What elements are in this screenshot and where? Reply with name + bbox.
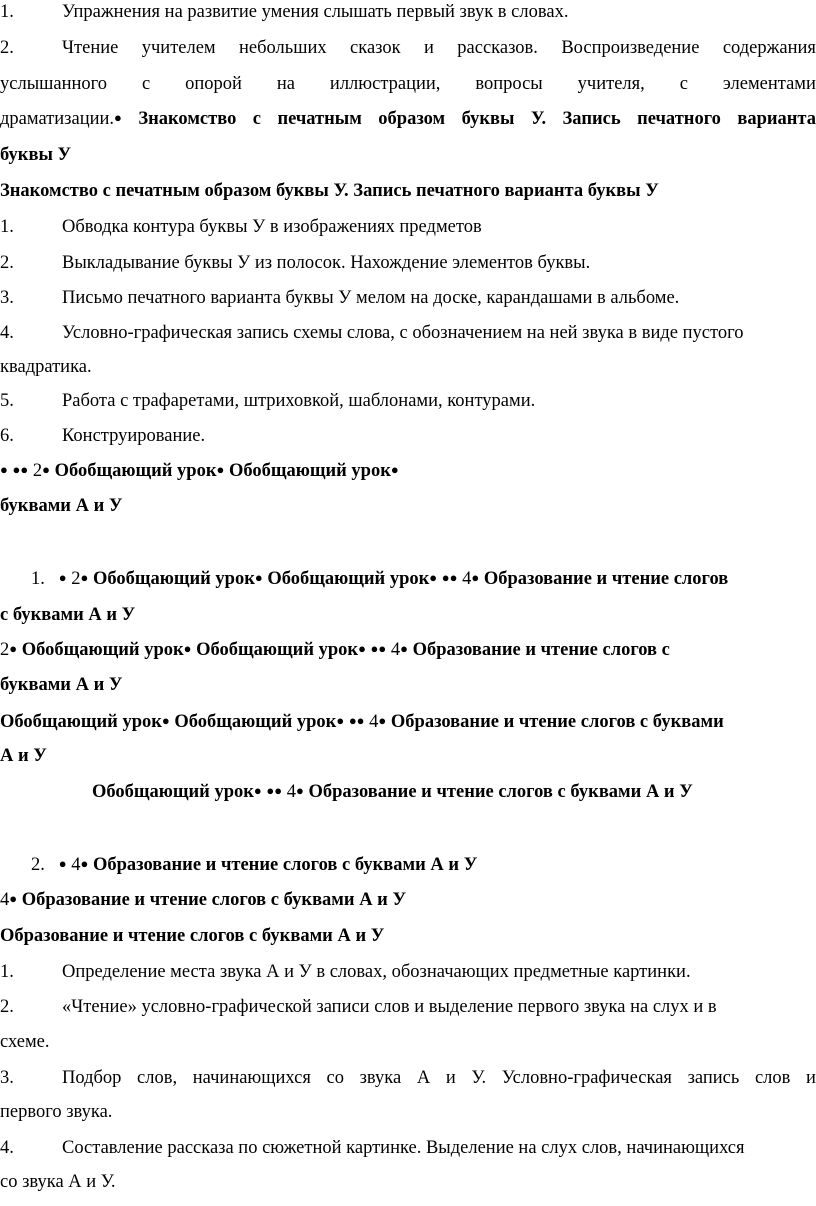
bullet-icon: ● (378, 713, 387, 728)
bullet-icon: ●● (441, 570, 458, 585)
bullet-icon: ● (58, 570, 67, 585)
bullet-icon: ● (429, 570, 438, 585)
bullet-icon: ● (9, 641, 18, 656)
text-line: первого звука. (0, 1102, 113, 1122)
bullet-icon: ● (0, 462, 8, 477)
text-line: квадратика. (0, 357, 92, 377)
bullet-icon: ● (183, 641, 192, 656)
text-line: А и У (0, 746, 47, 766)
bullet-icon: ●● (370, 641, 387, 656)
bullet-icon: ●● (348, 713, 365, 728)
text-line: буквами А и У (0, 496, 123, 516)
text-line: с буквами А и У (0, 605, 136, 625)
text-line: 4● Образование и чтение слогов с буквами А и У (0, 890, 407, 910)
section-heading: Образование и чтение слогов с буквами А и У (0, 926, 385, 946)
bullet-icon: ● (9, 891, 18, 906)
justified-text: Подбор слов, начинающихся со звука А и У. Условно-графическая запись слов и (62, 1068, 816, 1088)
bullet-icon: ● (471, 570, 480, 585)
bullet-icon: ● (42, 462, 50, 477)
bullet-icon: ● (400, 641, 408, 656)
text-line: 2● Обобщающий урок● Обобщающий урок● ●● 4● Образование и чтение слогов с (0, 640, 670, 660)
text-line: Обобщающий урок● Обобщающий урок● ●● 4● Образование и чтение слогов с буквами (0, 712, 724, 732)
text-line: драматизации.● Знакомство с печатным образом буквы У. Запись печатного варианта (0, 109, 816, 129)
bullet-icon: ● (254, 570, 263, 585)
bullet-icon: ● (114, 110, 122, 125)
bullet-icon: ● (216, 462, 225, 477)
document-page: 1. Упражнения на развитие умения слышать первый звук в словах. 2. Чтение учителем небольших сказок и рассказов. Воспроизведение содержания услышанного с опорой на иллюстрации, вопросы учителя, с элементами драматизации.● Знакомство с печатным образом буквы У. Запись печатного варианта буквы У Знакомство с печатным образом буквы У. Запись печатного варианта буквы У 1. Обводка контура буквы У в изображениях предметов 2. Выкладывание буквы У из полосок. Нахождение элементов буквы. 3. Письмо печатного варианта буквы У мелом на доске, карандашами в альбоме. 4. Условно-графическая запись схемы слова, с обозначением на ней звука в виде пустого квадратика. 5. Работа с трафаретами, штриховкой, шаблонами, контурами. 6. Конструирование. ● ●● 2● Обобщающий урок● Обобщающий урок● буквами А и У 1. ● 2● Обобщающий урок● Обобщающий урок● ●● 4● Образование и чтение слогов с буквами А и У 2● Обобщающий урок● Обобщающий урок● ●● 4● Образование и чтение слогов с буквами А и У Обобщающий урок● Обобщающий урок● ●● 4● Образование и чтение слогов с буквами А и У Обобщающий урок● ●● 4● Образование и чтение слогов с буквами А и У 2. ● 4● Образование и чтение слогов с буквами А и У 4● Образование и чтение слогов с буквами А и У Образование и чтение слогов с буквами А и У 1. Определение места звука А и У в словах, обозначающих предметные картинки. 2. «Чтение» условно-графической записи слов и выделение первого звука на слух и в схеме. 3. Подбор слов, начинающихся со звука А и У. Условно-графическая запись слов и первого звука. 4. Составление рассказа по сюжетной картинке. Выделение на слух слов, начинающихся со звука А и У. (0, 2, 816, 1192)
bullet-icon: ● (80, 570, 89, 585)
text-line: со звука А и У. (0, 1172, 116, 1192)
text-line: услышанного с опорой на иллюстрации, вопросы учителя, с элементами (0, 74, 816, 94)
bullet-icon: ● (161, 713, 170, 728)
bullet-icon: ● (390, 462, 399, 477)
justified-text: Чтение учителем небольших сказок и рассказов. Воспроизведение содержания (62, 38, 816, 58)
section-heading: Знакомство с печатным образом буквы У. Запись печатного варианта буквы У (0, 181, 659, 201)
text-line: схеме. (0, 1032, 50, 1052)
bullet-icon: ● (80, 856, 89, 871)
bullet-icon: ●● (266, 783, 283, 798)
bullet-icon: ● (253, 783, 262, 798)
bullet-icon: ● (358, 641, 366, 656)
text-line: буквы У (0, 145, 72, 165)
text-line: буквами А и У (0, 675, 123, 695)
bullet-icon: ● (336, 713, 345, 728)
bullet-icon: ●● (12, 462, 29, 477)
text-line: ● ●● 2● Обобщающий урок● Обобщающий урок● (0, 461, 399, 481)
bullet-icon: ● (58, 856, 67, 871)
bullet-icon: ● (296, 783, 304, 798)
